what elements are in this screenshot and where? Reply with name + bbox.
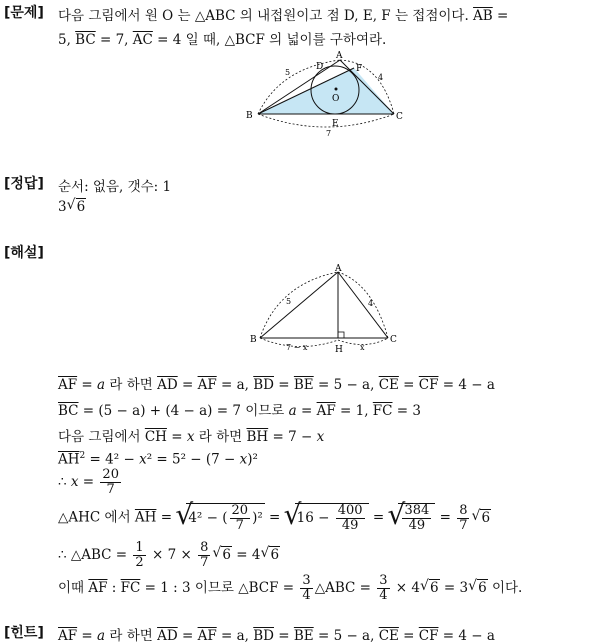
solution-line-5 <box>58 468 123 497</box>
label-ab-length: 5 <box>285 68 291 77</box>
solution-line-3 <box>58 425 324 445</box>
text: = <box>435 509 456 526</box>
denominator: 7 <box>235 518 244 533</box>
text: = <box>177 628 198 644</box>
text: × 7 × <box>147 547 197 563</box>
sqrt-expression-3 <box>398 503 435 533</box>
fraction <box>230 504 251 533</box>
sqrt-expression-2 <box>295 503 369 533</box>
sqrt-6 <box>420 580 440 596</box>
label-a: A <box>336 51 343 61</box>
therefore: ∴ <box>58 474 71 490</box>
sqrt-expression-1 <box>186 503 264 533</box>
radicand: 6 <box>222 547 231 563</box>
numerator: 400 <box>337 503 363 518</box>
radicand: 6 <box>76 199 86 215</box>
text: 16 − <box>296 510 334 526</box>
label-ac-length: 4 <box>378 73 384 82</box>
segment-af: $\overline{AF}$ <box>88 580 108 596</box>
exponent: 2 <box>79 451 86 461</box>
text: = <box>296 403 317 419</box>
denominator: 7 <box>200 555 209 570</box>
segment-fc: $\overline{FC}$ <box>120 580 141 596</box>
segment-be: $\overline{BE}$ <box>293 377 314 393</box>
text: = <box>273 377 294 393</box>
hint-tag: [힌트] <box>4 625 44 641</box>
answer-tag: [정답] <box>4 176 44 192</box>
right-angle-mark <box>338 332 344 338</box>
fraction <box>457 504 469 533</box>
side-ab <box>260 272 338 338</box>
text: = <box>398 377 419 393</box>
text: = <box>77 628 98 644</box>
fraction <box>377 574 389 603</box>
text: × 4 <box>391 580 420 596</box>
segment-bc: $\overline{BC}$ <box>58 403 79 419</box>
denominator: 49 <box>408 518 426 533</box>
label-o: O <box>332 94 340 104</box>
denominator: 4 <box>302 588 311 603</box>
label-a: A <box>335 264 342 274</box>
fraction <box>100 468 121 497</box>
var-x: x <box>239 451 248 468</box>
center-dot <box>335 88 338 91</box>
text: = 1 : 3 이므로 △BCF = <box>140 580 299 596</box>
denominator: 7 <box>106 482 115 497</box>
text: 이다. <box>487 580 523 596</box>
segment-bc: $\overline{BC}$ <box>75 32 96 48</box>
text: : <box>107 580 121 596</box>
problem-line-2 <box>58 28 386 48</box>
denominator: 2 <box>135 555 144 570</box>
answer-coef: 3 <box>58 199 67 215</box>
label-d: D <box>316 62 324 72</box>
text: = 4 − a <box>438 628 495 644</box>
text: )² <box>252 510 263 526</box>
fraction <box>402 504 431 533</box>
text: = 3 <box>392 403 421 419</box>
sqrt-6 <box>260 547 280 563</box>
numerator: √ 384 <box>404 503 430 518</box>
segment-cf: $\overline{CF}$ <box>418 628 439 644</box>
segment-bh: $\overline{BH}$ <box>246 429 269 445</box>
equals: = <box>492 8 509 24</box>
text: 다음 그림에서 <box>58 429 145 445</box>
problem-text: 다음 그림에서 원 O 는 △ABC 의 내접원이고 점 D, E, F 는 접점이다. <box>58 8 474 24</box>
numerator: 1 <box>135 540 144 555</box>
var-x: x <box>70 474 79 490</box>
label-h: H <box>335 345 343 355</box>
solution-line-1 <box>58 373 495 393</box>
numerator: 8 <box>459 502 468 518</box>
segment-ch: $\overline{CH}$ <box>144 429 167 445</box>
problem-text: 5, <box>58 32 76 48</box>
numerator: 8 <box>200 540 209 555</box>
segment-af: $\overline{AF}$ <box>58 628 78 644</box>
segment-bd: $\overline{BD}$ <box>253 377 274 393</box>
label-ab-length: 5 <box>286 297 292 306</box>
text: = a, <box>216 377 254 393</box>
var-a: a <box>288 403 297 419</box>
problem-text: = 7, <box>95 32 133 48</box>
denominator: 49 <box>341 518 359 533</box>
side-ac <box>338 272 388 338</box>
var-x: x <box>316 429 325 445</box>
radicand: 6 <box>270 547 280 563</box>
text: = a, <box>216 628 254 644</box>
segment-ad: $\overline{AD}$ <box>157 628 178 644</box>
text: = 3 <box>439 580 469 596</box>
var-x: x <box>139 451 147 468</box>
segment-fc: $\overline{FC}$ <box>372 403 393 419</box>
solution-line-7 <box>58 541 280 570</box>
fraction <box>336 504 365 533</box>
denominator: 7 <box>459 517 468 533</box>
label-bh-length: 7 − x <box>286 343 308 352</box>
answer-value <box>58 199 86 215</box>
problem-text: = 4 일 때, △BCF 의 넓이를 구하여라. <box>152 32 387 48</box>
var-x: x <box>186 429 195 445</box>
segment-be: $\overline{BE}$ <box>293 628 314 644</box>
text: = 5 − a, <box>313 628 379 644</box>
hint-line <box>58 624 495 644</box>
solution-line-6 <box>58 503 491 533</box>
text: = 1, <box>335 403 373 419</box>
radicand: 6 <box>429 580 439 596</box>
label-ac-length: 4 <box>368 299 374 308</box>
arc-bc <box>258 114 394 127</box>
radicand: 6 <box>481 509 491 526</box>
segment-af: $\overline{AF}$ <box>316 403 336 419</box>
text: = <box>77 377 98 393</box>
problem-line-1 <box>58 4 508 24</box>
denominator: 4 <box>379 588 388 603</box>
solution-tag: [해설] <box>4 245 44 261</box>
label-e: E <box>332 119 339 129</box>
var-a: a <box>97 377 106 393</box>
text: ∴ △ABC = <box>58 547 132 563</box>
segment-ab: $\overline{AB}$ <box>473 8 493 24</box>
sqrt-6 <box>468 580 488 596</box>
label-b: B <box>246 111 253 121</box>
segment-af: $\overline{AF}$ <box>197 628 217 644</box>
problem-tag: [문제] <box>4 5 44 21</box>
label-f: F <box>356 64 363 74</box>
text: = 4 <box>231 547 261 563</box>
segment-ah: $\overline{AH}$ <box>58 451 80 468</box>
text: = 4 − a <box>438 377 495 393</box>
segment-ah: $\overline{AH}$ <box>134 509 157 526</box>
text: = 4² − <box>85 451 140 468</box>
text: = <box>264 509 285 526</box>
text: = 5 − a, <box>313 377 379 393</box>
text: = 7 − <box>268 429 317 445</box>
text: △ABC = <box>314 580 376 596</box>
segment-bd: $\overline{BD}$ <box>253 628 274 644</box>
figure-altitude <box>248 264 408 356</box>
segment-af: $\overline{AF}$ <box>58 377 78 393</box>
text: = (5 − a) + (4 − a) = 7 이므로 <box>78 403 289 419</box>
text: )² <box>247 451 258 468</box>
numerator: 20 <box>231 503 249 518</box>
numerator: 3 <box>379 573 388 588</box>
sqrt-6 <box>212 547 232 563</box>
segment-ce: $\overline{CE}$ <box>378 628 399 644</box>
label-bc-length: 7 <box>326 129 332 138</box>
label-c: C <box>396 112 403 122</box>
numerator: 20 <box>102 467 119 482</box>
text: 라 하면 <box>105 628 158 644</box>
text: = <box>177 377 198 393</box>
text: 라 하면 <box>105 377 158 393</box>
fraction <box>300 574 312 603</box>
answer-meta: 순서: 없음, 갯수: 1 <box>58 179 172 195</box>
segment-ce: $\overline{CE}$ <box>378 377 399 393</box>
label-hc-length: x <box>360 343 365 352</box>
solution-line-2 <box>58 399 421 419</box>
text: = <box>156 509 177 526</box>
fraction <box>133 541 145 570</box>
segment-cf: $\overline{CF}$ <box>418 377 439 393</box>
text: 이때 <box>58 580 89 596</box>
radicand: 6 <box>478 580 487 596</box>
sqrt-6 <box>471 510 491 526</box>
text: = <box>78 474 99 490</box>
sqrt-6 <box>67 199 87 215</box>
text: = <box>368 509 389 526</box>
numerator: 3 <box>302 573 311 588</box>
var-a: a <box>97 628 106 644</box>
figure-incircle <box>240 48 415 138</box>
segment-ad: $\overline{AD}$ <box>157 377 178 393</box>
text: = <box>398 628 419 644</box>
text: = <box>166 429 187 445</box>
solution-line-8 <box>58 574 522 603</box>
text: △AHC 에서 <box>58 509 135 526</box>
text: 4² − ( <box>188 510 228 526</box>
text: 라 하면 <box>194 429 247 445</box>
segment-ac: $\overline{AC}$ <box>132 32 153 48</box>
solution-line-4 <box>58 451 258 468</box>
label-c: C <box>390 335 397 345</box>
text: ² = 5² − (7 − <box>146 451 240 468</box>
text: = <box>273 628 294 644</box>
segment-af: $\overline{AF}$ <box>197 377 217 393</box>
fraction <box>198 541 210 570</box>
label-b: B <box>250 335 257 345</box>
